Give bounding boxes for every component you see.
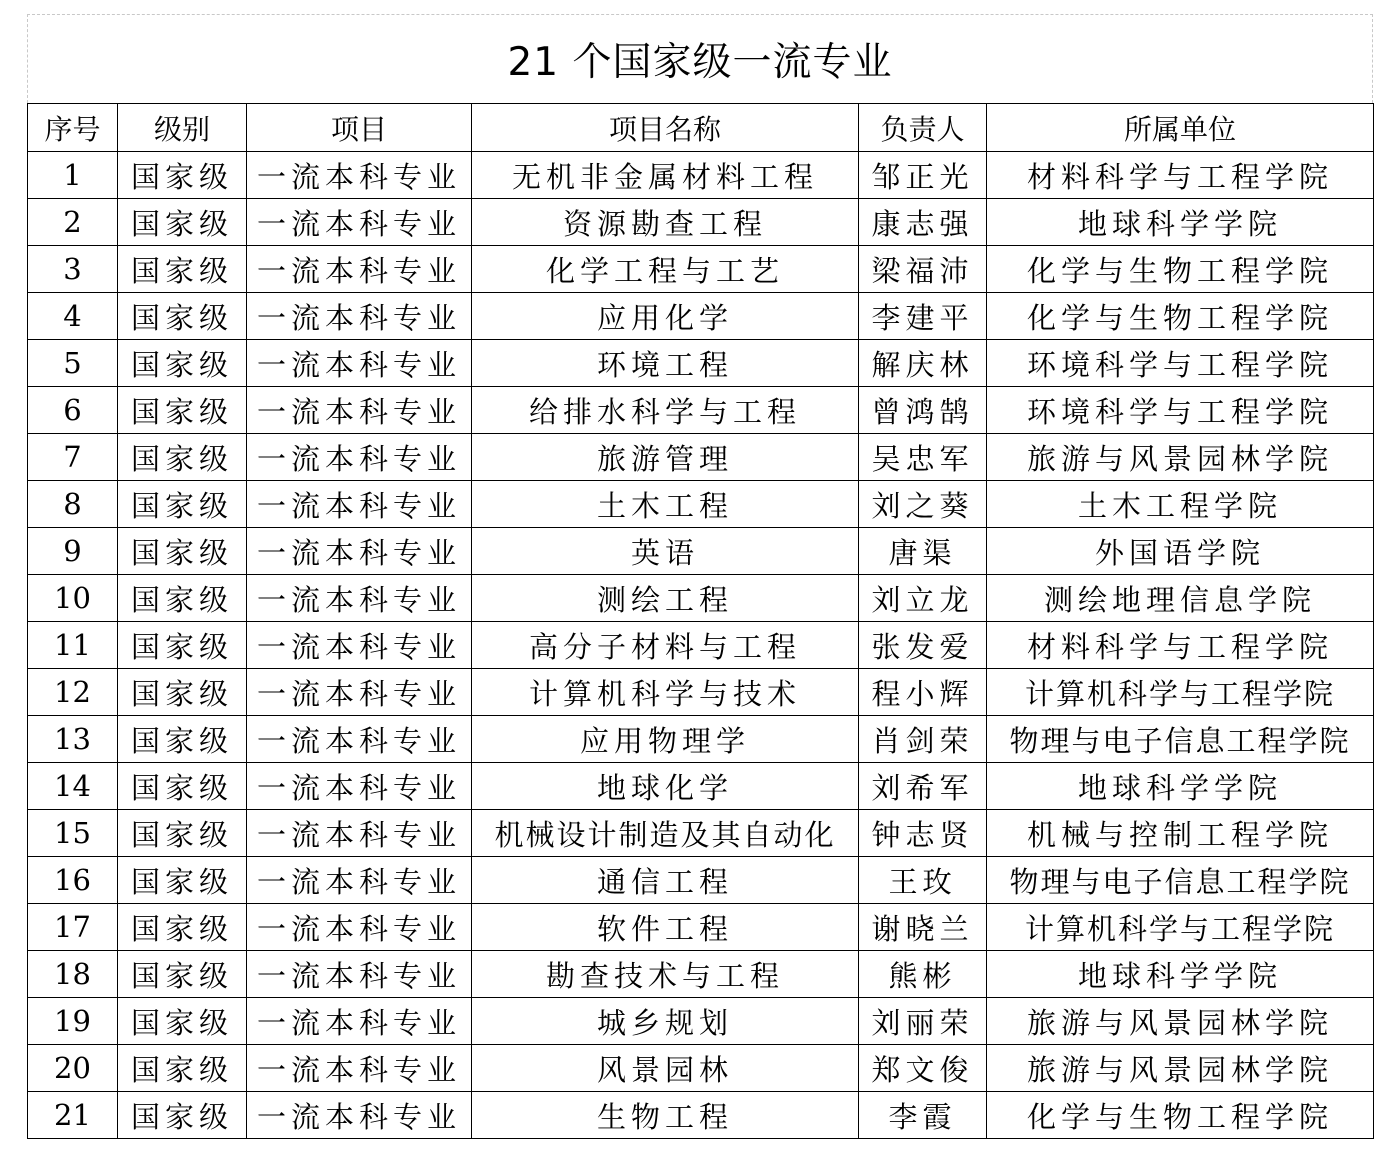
cell-project: 一流本科专业 [247,716,472,763]
cell-index: 8 [28,481,118,528]
cell-department: 计算机科学与工程学院 [987,669,1374,716]
cell-project-name: 高分子材料与工程 [472,622,859,669]
cell-project-name: 机械设计制造及其自动化 [472,810,859,857]
table-row [28,857,1374,904]
cell-level: 国家级 [118,152,247,199]
cell-owner: 肖剑荣 [859,716,987,763]
cell-project: 一流本科专业 [247,528,472,575]
cell-index: 15 [28,810,118,857]
cell-level: 国家级 [118,387,247,434]
cell-project-name: 应用化学 [472,293,859,340]
table-row [28,1045,1374,1092]
table-row [28,998,1374,1045]
cell-department: 旅游与风景园林学院 [987,1045,1374,1092]
cell-project-name: 应用物理学 [472,716,859,763]
cell-project: 一流本科专业 [247,669,472,716]
table-row [28,810,1374,857]
cell-project: 一流本科专业 [247,387,472,434]
header-project-name: 项目名称 [472,104,859,152]
cell-department: 外国语学院 [987,528,1374,575]
cell-owner: 刘之葵 [859,481,987,528]
cell-owner: 王玫 [859,857,987,904]
cell-owner: 熊彬 [859,951,987,998]
cell-owner: 李建平 [859,293,987,340]
cell-index: 7 [28,434,118,481]
cell-level: 国家级 [118,904,247,951]
table-row [28,575,1374,622]
cell-index: 21 [28,1092,118,1139]
header-owner: 负责人 [859,104,987,152]
cell-project: 一流本科专业 [247,575,472,622]
cell-level: 国家级 [118,810,247,857]
cell-project-name: 土木工程 [472,481,859,528]
cell-department: 旅游与风景园林学院 [987,998,1374,1045]
cell-project: 一流本科专业 [247,904,472,951]
cell-owner: 梁福沛 [859,246,987,293]
cell-department: 计算机科学与工程学院 [987,904,1374,951]
cell-index: 3 [28,246,118,293]
cell-project: 一流本科专业 [247,998,472,1045]
cell-project: 一流本科专业 [247,293,472,340]
header-level: 级别 [118,104,247,152]
cell-project: 一流本科专业 [247,1045,472,1092]
cell-project-name: 资源勘查工程 [472,199,859,246]
cell-index: 16 [28,857,118,904]
cell-owner: 邹正光 [859,152,987,199]
table-row [28,246,1374,293]
cell-owner: 刘丽荣 [859,998,987,1045]
cell-index: 14 [28,763,118,810]
cell-project-name: 化学工程与工艺 [472,246,859,293]
cell-department: 物理与电子信息工程学院 [987,716,1374,763]
cell-project: 一流本科专业 [247,199,472,246]
cell-level: 国家级 [118,293,247,340]
cell-project: 一流本科专业 [247,810,472,857]
cell-project-name: 给排水科学与工程 [472,387,859,434]
cell-index: 6 [28,387,118,434]
header-project: 项目 [247,104,472,152]
table-row [28,152,1374,199]
cell-project-name: 风景园林 [472,1045,859,1092]
cell-level: 国家级 [118,246,247,293]
cell-project-name: 生物工程 [472,1092,859,1139]
table-row [28,716,1374,763]
cell-project-name: 英语 [472,528,859,575]
cell-index: 1 [28,152,118,199]
cell-index: 19 [28,998,118,1045]
cell-index: 10 [28,575,118,622]
cell-index: 4 [28,293,118,340]
table-row [28,481,1374,528]
table-header-row [28,104,1374,152]
cell-department: 旅游与风景园林学院 [987,434,1374,481]
cell-owner: 程小辉 [859,669,987,716]
cell-level: 国家级 [118,857,247,904]
cell-project: 一流本科专业 [247,340,472,387]
cell-level: 国家级 [118,340,247,387]
table-body [28,152,1374,1139]
cell-project-name: 测绘工程 [472,575,859,622]
table-row [28,622,1374,669]
cell-department: 化学与生物工程学院 [987,1092,1374,1139]
cell-project: 一流本科专业 [247,622,472,669]
cell-level: 国家级 [118,716,247,763]
cell-project-name: 计算机科学与技术 [472,669,859,716]
table-row [28,434,1374,481]
cell-index: 9 [28,528,118,575]
cell-project-name: 旅游管理 [472,434,859,481]
cell-project-name: 软件工程 [472,904,859,951]
cell-project: 一流本科专业 [247,763,472,810]
cell-level: 国家级 [118,575,247,622]
cell-project-name: 地球化学 [472,763,859,810]
cell-project: 一流本科专业 [247,481,472,528]
cell-department: 环境科学与工程学院 [987,387,1374,434]
table-row [28,904,1374,951]
cell-level: 国家级 [118,434,247,481]
cell-owner: 唐渠 [859,528,987,575]
header-department: 所属单位 [987,104,1374,152]
table-row [28,669,1374,716]
cell-project: 一流本科专业 [247,434,472,481]
table-row [28,387,1374,434]
cell-department: 材料科学与工程学院 [987,622,1374,669]
cell-level: 国家级 [118,951,247,998]
cell-project-name: 无机非金属材料工程 [472,152,859,199]
cell-level: 国家级 [118,1092,247,1139]
table-row [28,528,1374,575]
page-title: 21 个国家级一流专业 [27,14,1373,103]
cell-department: 化学与生物工程学院 [987,246,1374,293]
cell-department: 地球科学学院 [987,951,1374,998]
cell-owner: 刘希军 [859,763,987,810]
spreadsheet [27,14,1373,1139]
majors-table [27,103,1374,1139]
cell-owner: 吴忠军 [859,434,987,481]
cell-index: 2 [28,199,118,246]
cell-project: 一流本科专业 [247,246,472,293]
cell-index: 12 [28,669,118,716]
cell-level: 国家级 [118,998,247,1045]
cell-level: 国家级 [118,199,247,246]
header-index: 序号 [28,104,118,152]
table-row [28,763,1374,810]
cell-index: 17 [28,904,118,951]
cell-project-name: 通信工程 [472,857,859,904]
cell-owner: 钟志贤 [859,810,987,857]
cell-project: 一流本科专业 [247,857,472,904]
table-row [28,340,1374,387]
table-row [28,1092,1374,1139]
table-row [28,951,1374,998]
cell-department: 环境科学与工程学院 [987,340,1374,387]
cell-owner: 康志强 [859,199,987,246]
cell-department: 地球科学学院 [987,199,1374,246]
cell-level: 国家级 [118,669,247,716]
cell-owner: 曾鸿鹄 [859,387,987,434]
cell-level: 国家级 [118,528,247,575]
cell-index: 13 [28,716,118,763]
cell-owner: 刘立龙 [859,575,987,622]
cell-owner: 谢晓兰 [859,904,987,951]
cell-department: 土木工程学院 [987,481,1374,528]
table-row [28,199,1374,246]
cell-index: 5 [28,340,118,387]
cell-department: 机械与控制工程学院 [987,810,1374,857]
cell-level: 国家级 [118,1045,247,1092]
cell-owner: 郑文俊 [859,1045,987,1092]
cell-project-name: 城乡规划 [472,998,859,1045]
cell-project: 一流本科专业 [247,152,472,199]
cell-index: 11 [28,622,118,669]
cell-project: 一流本科专业 [247,1092,472,1139]
cell-department: 化学与生物工程学院 [987,293,1374,340]
cell-department: 测绘地理信息学院 [987,575,1374,622]
cell-index: 20 [28,1045,118,1092]
cell-level: 国家级 [118,622,247,669]
cell-index: 18 [28,951,118,998]
cell-owner: 解庆林 [859,340,987,387]
cell-level: 国家级 [118,481,247,528]
cell-department: 地球科学学院 [987,763,1374,810]
cell-project-name: 勘查技术与工程 [472,951,859,998]
cell-department: 材料科学与工程学院 [987,152,1374,199]
cell-project-name: 环境工程 [472,340,859,387]
cell-level: 国家级 [118,763,247,810]
cell-project: 一流本科专业 [247,951,472,998]
cell-department: 物理与电子信息工程学院 [987,857,1374,904]
cell-owner: 李霞 [859,1092,987,1139]
table-row [28,293,1374,340]
cell-owner: 张发爱 [859,622,987,669]
